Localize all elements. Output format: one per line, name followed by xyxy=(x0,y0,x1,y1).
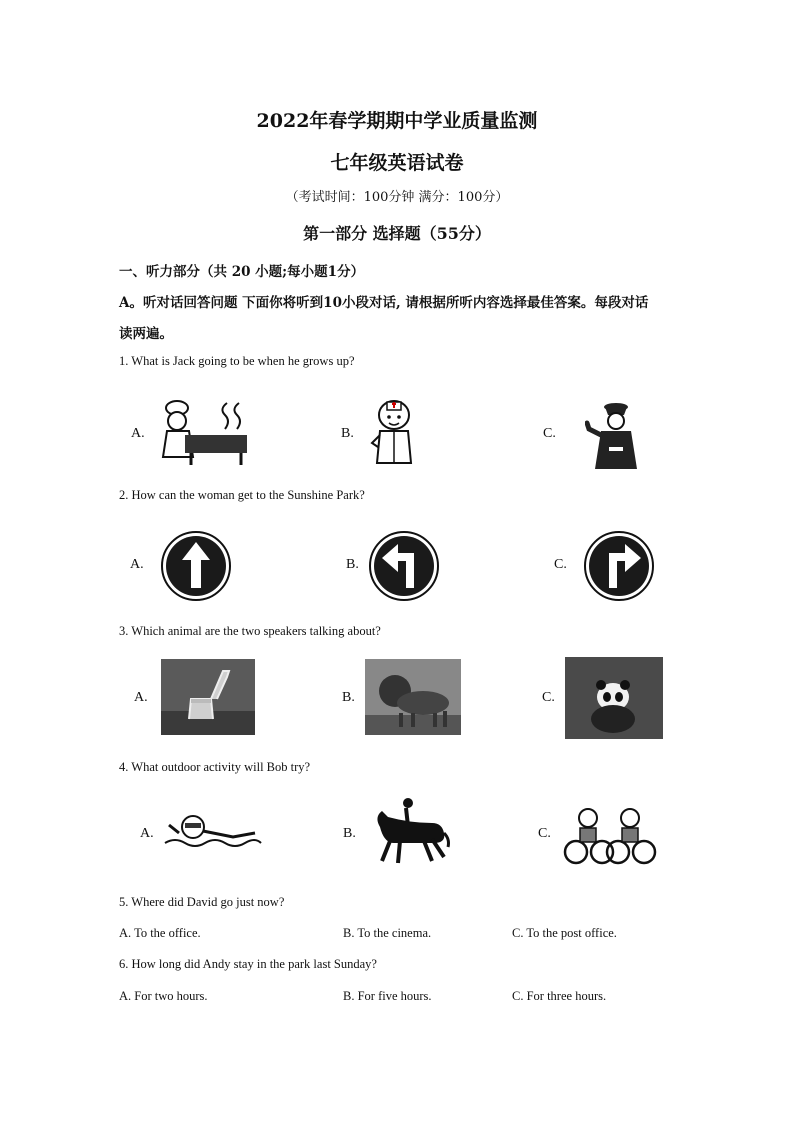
cycling-icon xyxy=(562,806,658,866)
q6-option-b-text: For five hours. xyxy=(357,989,432,1003)
question-4: 4. What outdoor activity will Bob try? xyxy=(119,760,311,774)
q1-option-a-label[interactable]: A. xyxy=(131,426,145,441)
q6-option-c[interactable] xyxy=(512,989,606,1004)
q5-option-b[interactable] xyxy=(343,926,431,941)
q6-option-a-text: For two hours. xyxy=(134,989,208,1003)
instruction-line-1: A。听对话回答问题 下面你将听到10小段对话, 请根据所听内容选择最佳答案。每段对话 xyxy=(119,295,649,311)
exam-subtitle: 七年级英语试卷 xyxy=(330,152,464,174)
cook-icon xyxy=(155,399,253,467)
q5-option-a-text: To the office. xyxy=(134,926,201,940)
q6-option-b[interactable] xyxy=(343,989,432,1004)
q6-option-a-label: A. xyxy=(119,989,132,1003)
q2-option-a-label[interactable]: A. xyxy=(130,557,144,572)
part-title: 第一部分 选择题（55分） xyxy=(303,224,491,243)
instruction-line-2: 读两遍。 xyxy=(119,326,173,342)
q5-option-c-label: C. xyxy=(512,926,524,940)
swimming-icon xyxy=(163,809,263,855)
q5-option-a[interactable] xyxy=(119,926,201,941)
q5-option-c[interactable] xyxy=(512,926,617,941)
q6-option-c-label: C. xyxy=(512,989,524,1003)
horse-riding-icon xyxy=(366,797,452,867)
question-5: 5. Where did David go just now? xyxy=(119,895,285,909)
q2-option-b-label[interactable]: B. xyxy=(346,557,359,572)
q3-option-a-label[interactable]: A. xyxy=(134,690,148,705)
q5-option-c-text: To the post office. xyxy=(526,926,617,940)
go-straight-sign-icon xyxy=(160,530,232,602)
q6-option-b-label: B. xyxy=(343,989,355,1003)
section-heading: 一、听力部分（共 20 小题;每小题1分） xyxy=(119,264,365,280)
exam-title: 2022年春学期期中学业质量监测 xyxy=(256,110,538,132)
q5-option-b-label: B. xyxy=(343,926,355,940)
doctor-icon xyxy=(370,399,418,469)
question-6: 6. How long did Andy stay in the park last Sunday? xyxy=(119,957,377,971)
policeman-icon xyxy=(585,399,643,471)
q5-option-b-text: To the cinema. xyxy=(357,926,432,940)
q3-option-c-label[interactable]: C. xyxy=(542,690,555,705)
q4-option-c-label[interactable]: C. xyxy=(538,826,551,841)
q6-option-c-text: For three hours. xyxy=(526,989,607,1003)
turn-right-sign-icon xyxy=(583,530,655,602)
q1-option-c-label[interactable]: C. xyxy=(543,426,556,441)
question-2: 2. How can the woman get to the Sunshine Park? xyxy=(119,488,365,502)
q3-option-b-label[interactable]: B. xyxy=(342,690,355,705)
q4-option-b-label[interactable]: B. xyxy=(343,826,356,841)
q4-option-a-label[interactable]: A. xyxy=(140,826,154,841)
q5-option-a-label: A. xyxy=(119,926,132,940)
q6-option-a[interactable] xyxy=(119,989,208,1004)
turn-left-sign-icon xyxy=(368,530,440,602)
q2-option-c-label[interactable]: C. xyxy=(554,557,567,572)
giraffe-photo-icon xyxy=(161,659,255,735)
lion-photo-icon xyxy=(365,659,461,735)
panda-photo-icon xyxy=(565,657,663,739)
exam-info: （考试时间：100分钟 满分：100分） xyxy=(285,190,509,205)
question-3: 3. Which animal are the two speakers talking about? xyxy=(119,624,381,638)
q1-option-b-label[interactable]: B. xyxy=(341,426,354,441)
question-1: 1. What is Jack going to be when he grows up? xyxy=(119,354,355,368)
